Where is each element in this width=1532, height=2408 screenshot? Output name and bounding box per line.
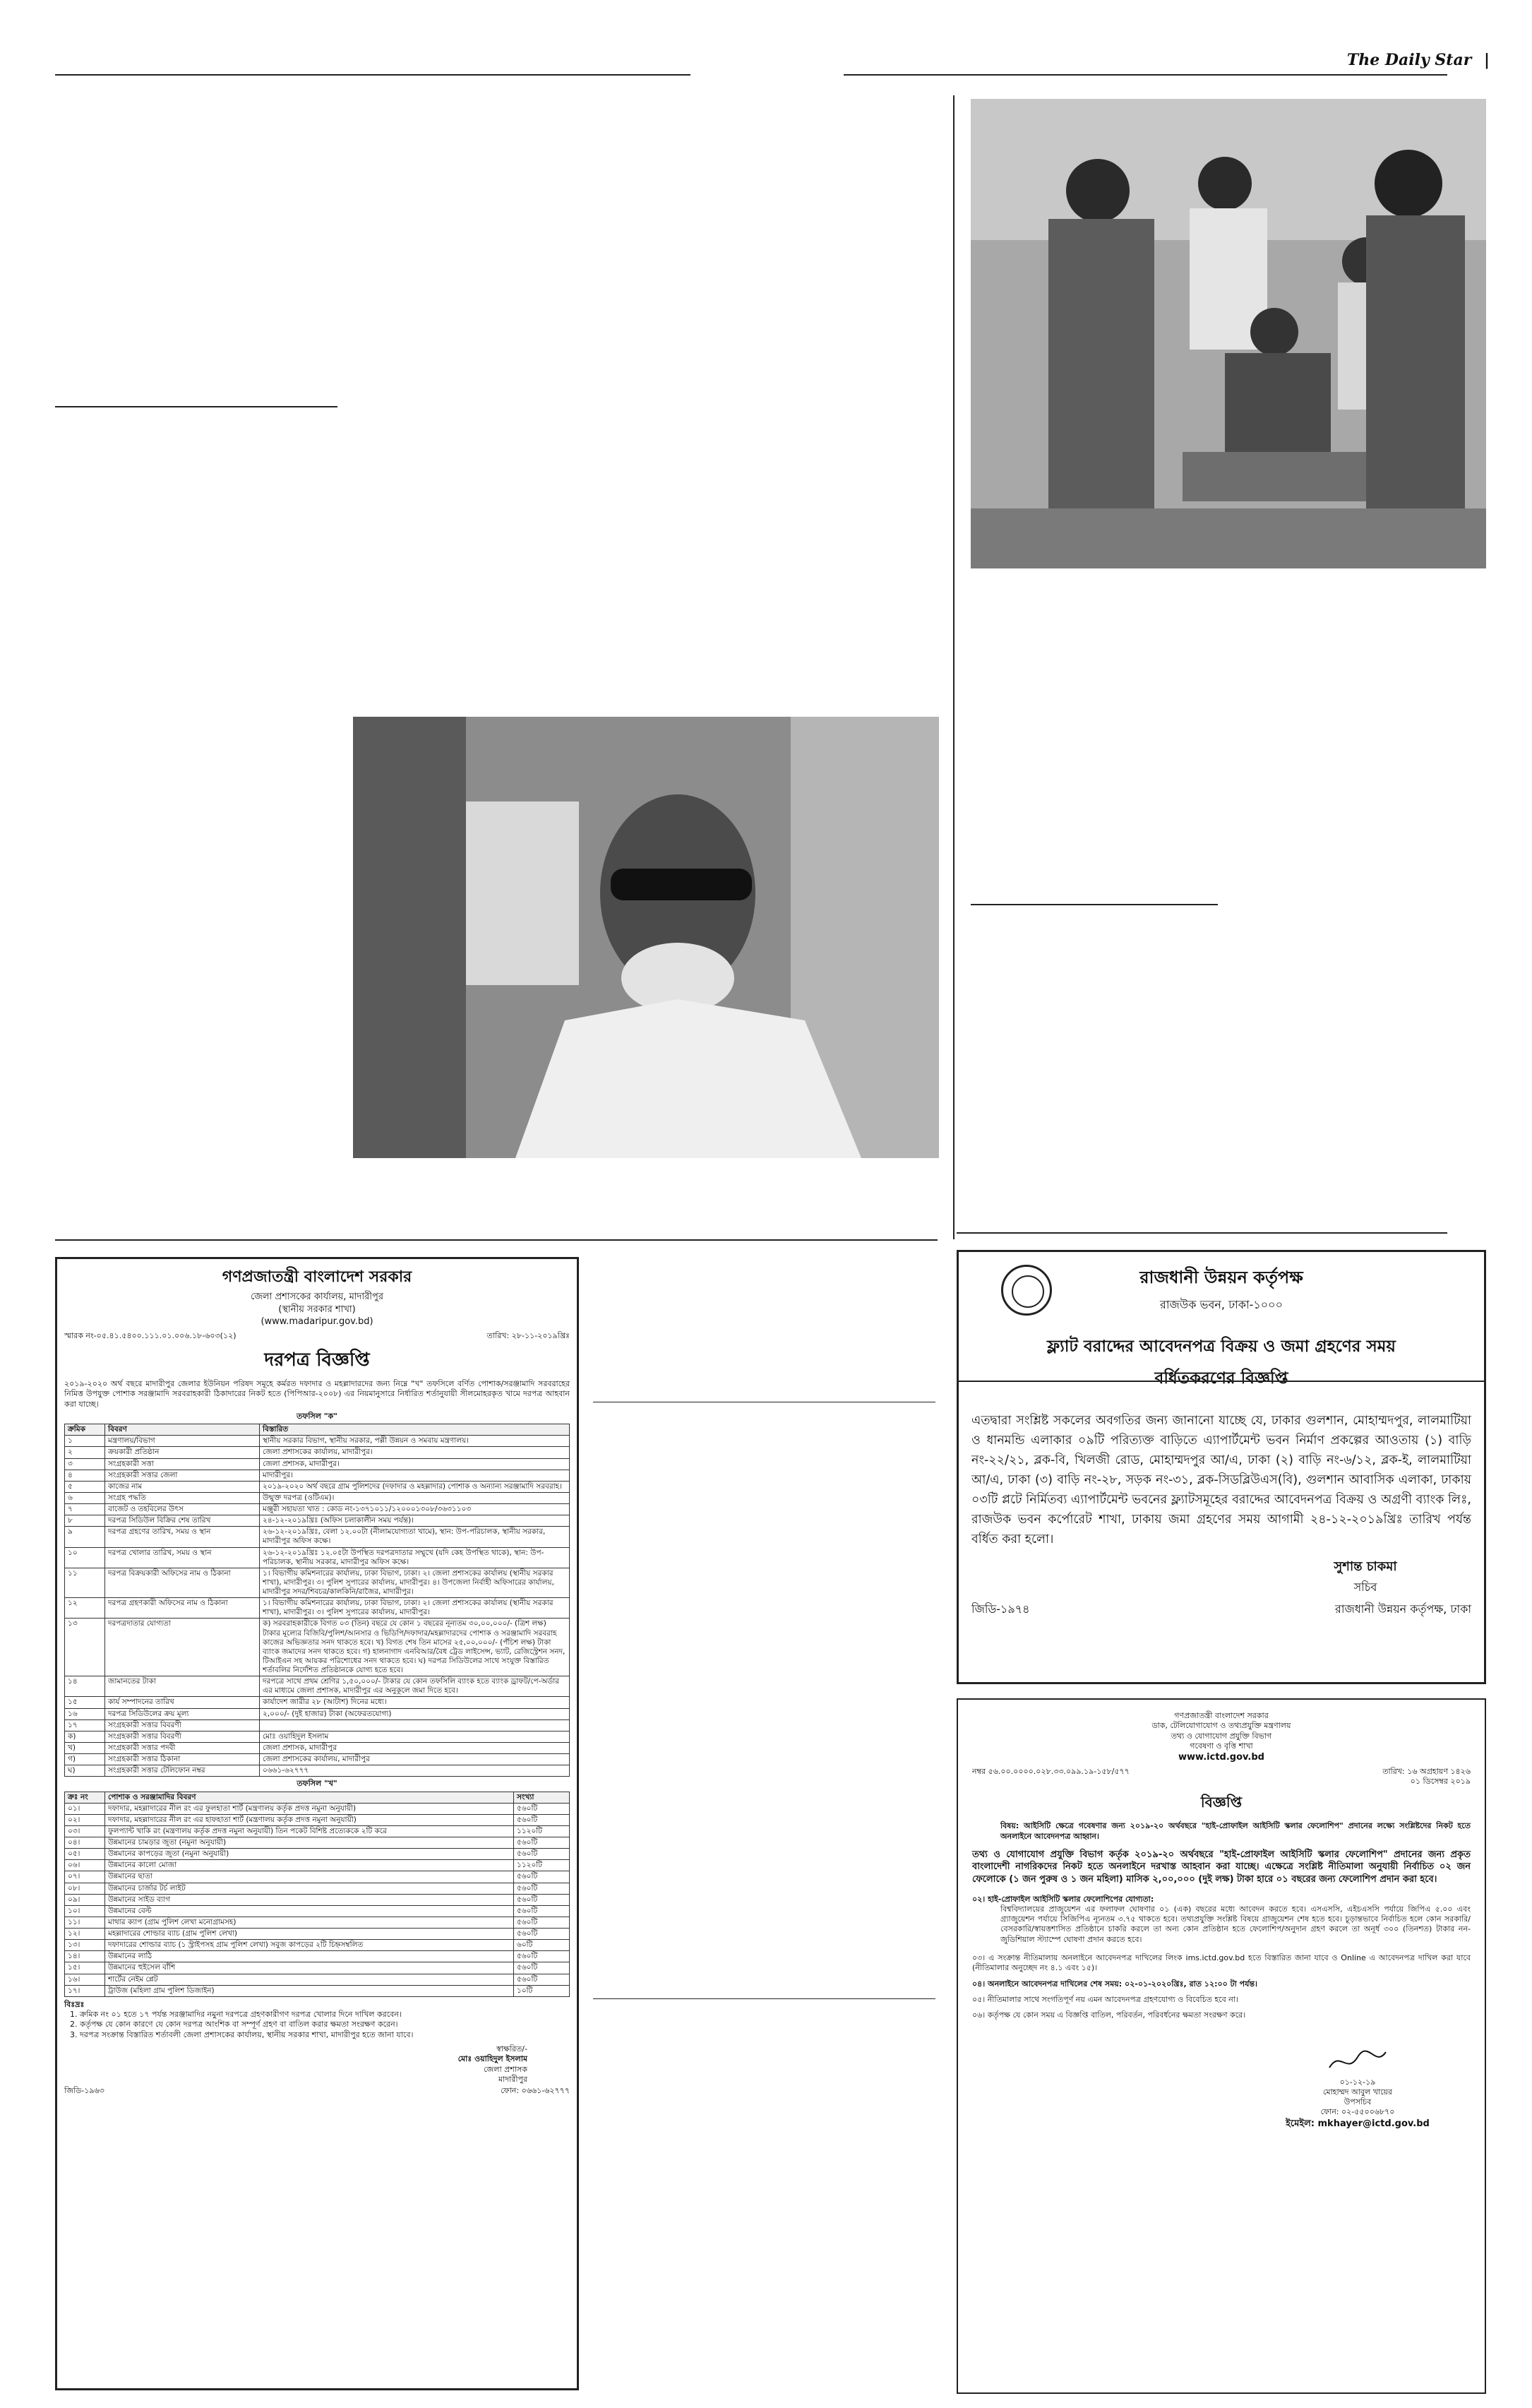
tender-details-row bbox=[65, 1754, 570, 1765]
tender-item-cell-serial: ০৬। bbox=[65, 1860, 105, 1871]
tender-items-table bbox=[64, 1792, 570, 1997]
tender-item-cell-quantity: ৫৬০টি bbox=[514, 1951, 570, 1962]
rajuk-logo-icon bbox=[1001, 1265, 1052, 1316]
tender-item-cell-serial: ০৯। bbox=[65, 1894, 105, 1905]
ict-body-1: তথ্য ও যোগাযোগ প্রযুক্তি বিভাগ কর্তৃক ২০১৯-২০ অর্থবছরে "হাই-প্রোফাইল আইসিটি স্কলার ফেলোশিপ" প্রদানের জন্য প্রকৃত বাংলাদেশী নাগরিকদের নিকট হতে অনলাইনে দরখাস্ত আহবান করা যাচ্ছে। এক্ষেত্রে সংশ্লিষ্ট নীতিমালা অনুযায়ী নির্বাচিত ০২ জন ফেলোকে (১ জন পুরুষ ও ১ জন মহিলা) মাসিক ২,০০,০০০ (দুই লক্ষ) টাকা হারে ০১ বছরের জন্য ফেলোশিপ প্রদান করা হবে। bbox=[972, 1849, 1471, 1885]
tender-item-row bbox=[65, 1974, 570, 1985]
rajuk-signer-org: রাজধানী উন্নয়ন কর্তৃপক্ষ, ঢাকা bbox=[1335, 1602, 1471, 1616]
ict-email: ইমেইল: mkhayer@ictd.gov.bd bbox=[1286, 2118, 1430, 2129]
tender-item-cell-description: মাথার ক্যাপ (গ্রাম পুলিশ লেখা মনোগ্রামসহ) bbox=[105, 1917, 514, 1928]
tender-details-row bbox=[65, 1504, 570, 1515]
ict-website: www.ictd.gov.bd bbox=[1178, 1752, 1264, 1763]
tender-item-cell-quantity: ১০টি bbox=[514, 1985, 570, 1996]
tender-details-row bbox=[65, 1619, 570, 1676]
ict-govt: গণপ্রজাতন্ত্রী বাংলাদেশ সরকার bbox=[1174, 1711, 1269, 1720]
tender-notice-ad bbox=[55, 1257, 579, 2390]
tender-item-row bbox=[65, 1905, 570, 1917]
tender-details-cell-serial: ১৬ bbox=[65, 1708, 105, 1719]
tender-item-cell-serial: ১৫। bbox=[65, 1962, 105, 1974]
section-rule-right bbox=[971, 904, 1218, 905]
tender-details-cell-serial: ৫ bbox=[65, 1481, 105, 1492]
col-details: বিস্তারিত bbox=[260, 1424, 570, 1436]
tender-item-cell-serial: ১৪। bbox=[65, 1951, 105, 1962]
tender-details-cell-details: ২৪-১২-২০১৯খ্রিঃ (অফিস চলাকালীন সময় পর্যন্ত)। bbox=[260, 1515, 570, 1527]
ict-memo: নম্বর ৫৬.০০.০০০০.০২৮.৩৩.০৯৯.১৯-১৫৮/৫৭৭ bbox=[972, 1766, 1130, 1776]
section-rule-left bbox=[55, 406, 337, 407]
tender-details-cell-serial: ২ bbox=[65, 1447, 105, 1458]
tender-memo: স্মারক নং-০৫.৪১.৫৪০০.১১১.০১.০০৬.১৮-৬০৩(১২) bbox=[64, 1330, 237, 1340]
tender-details-row bbox=[65, 1458, 570, 1470]
tender-items-body bbox=[65, 1803, 570, 1996]
ict-memo-row bbox=[972, 1767, 1471, 1787]
tender-item-cell-quantity: ৬০টি bbox=[514, 1940, 570, 1951]
tender-footer bbox=[64, 2086, 570, 2096]
ict-p2-head: ০২। হাই-প্রোফাইল আইসিটি স্কলার ফেলোশিপের যোগ্যতা: bbox=[972, 1894, 1154, 1904]
tender-item-cell-quantity: ৫৬০টি bbox=[514, 1929, 570, 1940]
tender-details-cell-details: জেলা প্রশাসক, মাদারীপুর bbox=[260, 1742, 570, 1753]
tender-details-cell-details: জেলা প্রশাসক, মাদারীপুর। bbox=[260, 1458, 570, 1470]
tender-details-row bbox=[65, 1731, 570, 1742]
tender-details-cell-serial: ১১ bbox=[65, 1568, 105, 1597]
ict-p5: ০৫। নীতিমালার সাথে সংগতিপূর্ণ নয় এমন আবেদনপত্র গ্রহণযোগ্য ও বিবেচিত হবে না। bbox=[972, 1994, 1238, 2004]
tender-item-cell-serial: ০৫। bbox=[65, 1849, 105, 1860]
tender-item-cell-description: দফাদারের শোল্ডার ব্যাচ (১ স্ট্রাইপসহ গ্রাম পুলিশ লেখা) সবুজ কাপড়ের ২টি চিহ্নসম্বলিত bbox=[105, 1940, 514, 1951]
tender-notes-label: বিঃদ্রঃ bbox=[64, 1999, 85, 2009]
tender-item-row bbox=[65, 1894, 570, 1905]
tender-details-row bbox=[65, 1568, 570, 1597]
ict-title: বিজ্ঞপ্তি bbox=[1200, 1794, 1243, 1811]
ict-sign-date: ০১-১২-১৯ bbox=[1339, 2077, 1376, 2087]
tender-govt: গণপ্রজাতন্ত্রী বাংলাদেশ সরকার bbox=[222, 1268, 412, 1286]
bottom-section-rule-right bbox=[957, 1232, 1447, 1234]
tender-details-cell-serial: ক) bbox=[65, 1731, 105, 1742]
tender-item-cell-serial: ০৩। bbox=[65, 1825, 105, 1837]
tender-details-cell-serial: ৯ bbox=[65, 1527, 105, 1547]
tender-intro: ২০১৯-২০২০ অর্থ বছরে মাদারীপুর জেলার ইউনিয়ন পরিষদ সমূহে কর্মরত দফাদার ও মহল্লাদারদের জন্য নিম্নে "খ" তফসিলে বর্ণিত পোশাক/সরঞ্জামাদি সরবরাহের নিমিত্ত উপযুক্ত পোশাক সরঞ্জামাদি সরবরাহকারী ঠিকাদারের নিকট হতে (পিপিআর-২০০৮) এর নিয়মানুসারে নির্ধারিত শর্তানুযায়ী সীলমোহরকৃত খামে দরপত্র আহবান করা যাচ্ছে। bbox=[64, 1378, 570, 1409]
tender-item-cell-description: উন্নমানের সাইড ব্যাগ bbox=[105, 1894, 514, 1905]
tender-details-body bbox=[65, 1436, 570, 1777]
tender-details-row bbox=[65, 1697, 570, 1708]
tender-details-table bbox=[64, 1424, 570, 1777]
tender-details-cell-serial: ৮ bbox=[65, 1515, 105, 1527]
tender-details-cell-description: কার্য সম্পাদনের তারিখ bbox=[105, 1697, 260, 1708]
tender-item-cell-serial: ০১। bbox=[65, 1803, 105, 1814]
col-item-serial: ক্রঃ নং bbox=[65, 1792, 105, 1803]
tender-details-cell-details: মাদারীপুর। bbox=[260, 1470, 570, 1481]
ict-signature-icon bbox=[1326, 2046, 1389, 2075]
tender-details-row bbox=[65, 1719, 570, 1731]
rajuk-org: রাজধানী উন্নয়ন কর্তৃপক্ষ bbox=[1139, 1268, 1303, 1287]
tender-item-row bbox=[65, 1837, 570, 1849]
rajuk-footer bbox=[971, 1600, 1471, 1619]
tender-item-cell-serial: ০৮। bbox=[65, 1883, 105, 1894]
tender-details-cell-description: দরপত্র সিডিউলের ক্রয় মূল্য bbox=[105, 1708, 260, 1719]
tender-details-cell-details bbox=[260, 1719, 570, 1731]
rajuk-title-1: ফ্ল্যাট বরাদ্দের আবেদনপত্র বিক্রয় ও জমা গ্রহণের সময় bbox=[1047, 1337, 1396, 1356]
tender-details-cell-description: সংগ্রহকারী সত্তার পদবী bbox=[105, 1742, 260, 1753]
tender-note-item: 3. দরপত্র সংক্রান্ত বিস্তারিত শর্তাবলী জেলা প্রশাসকের কার্যালয়, স্থানীয় সরকার শাখা, মাদারীপুর হতে জানা যাবে। bbox=[80, 2030, 570, 2040]
tender-item-cell-quantity: ৫৬০টি bbox=[514, 1962, 570, 1974]
ict-signer-title: উপসচিব bbox=[1344, 2097, 1372, 2107]
tender-details-cell-description: সংগ্রহকারী সত্তার টেলিফোন নম্বর bbox=[105, 1765, 260, 1777]
tender-item-row bbox=[65, 1951, 570, 1962]
tender-item-row bbox=[65, 1860, 570, 1871]
ict-p6: ০৬। কর্তৃপক্ষ যে কোন সময় এ বিজ্ঞপ্তি বাতিল, পরিবর্তন, পরিবর্ধনের ক্ষমতা সংরক্ষণ করে। bbox=[972, 2010, 1246, 2020]
top-rule-left bbox=[55, 74, 690, 76]
ict-signer: মোহাম্মদ আবুল খায়ের bbox=[1322, 2087, 1393, 2097]
tender-details-cell-details: স্থানীয় সরকার বিভাগ, স্থানীয় সরকার, পল্লী উন্নয়ন ও সমবায় মন্ত্রণালয়। bbox=[260, 1436, 570, 1447]
tender-details-row bbox=[65, 1676, 570, 1697]
tender-details-row bbox=[65, 1708, 570, 1719]
tender-details-cell-description: কাজের নাম bbox=[105, 1481, 260, 1492]
ict-branch: গবেষণা ও বৃত্তি শাখা bbox=[1190, 1741, 1253, 1751]
tender-details-cell-description: সংগ্রহকারী সত্তার ঠিকানা bbox=[105, 1754, 260, 1765]
tender-details-cell-serial: ১০ bbox=[65, 1547, 105, 1568]
tender-details-cell-description: জামানতের টাকা bbox=[105, 1676, 260, 1697]
tender-item-cell-quantity: ৫৬০টি bbox=[514, 1883, 570, 1894]
tender-details-cell-details: ২০১৯-২০২০ অর্থ বছরে গ্রাম পুলিশদের (দফাদার ও মহল্লাদার) পোশাক ও অন্যান্য সরঞ্জামাদি সরবরাহ। bbox=[260, 1481, 570, 1492]
tender-details-cell-serial: ১২ bbox=[65, 1598, 105, 1619]
tender-title: দরপত্র বিজ্ঞপ্তি bbox=[264, 1349, 370, 1371]
tender-details-cell-details: জেলা প্রশাসকের কার্যালয়, মাদারীপুর bbox=[260, 1754, 570, 1765]
tender-details-cell-description: দরপত্র বিক্রয়কারী অফিসের নাম ও ঠিকানা bbox=[105, 1568, 260, 1597]
tender-item-cell-description: শার্টের নেইম প্লেট bbox=[105, 1974, 514, 1985]
tender-item-cell-serial: ১০। bbox=[65, 1905, 105, 1917]
rajuk-gd: জিডি-১৯৭৪ bbox=[971, 1602, 1030, 1616]
tender-details-cell-serial: ৪ bbox=[65, 1470, 105, 1481]
rescue-photo bbox=[971, 99, 1486, 568]
rajuk-notice-ad bbox=[957, 1250, 1486, 1684]
tender-details-row bbox=[65, 1481, 570, 1492]
tender-items-header-row bbox=[65, 1792, 570, 1803]
tender-item-cell-quantity: ৫৬০টি bbox=[514, 1814, 570, 1825]
tender-item-cell-description: উন্নমানের বেল্ট bbox=[105, 1905, 514, 1917]
tender-details-cell-details: জেলা প্রশাসকের কার্যালয়, মাদারীপুর। bbox=[260, 1447, 570, 1458]
tender-details-cell-details: মঞ্জুরী সহায়তা খাত : কোড নং-১৩৭১০১১/১২০০০১৩০৮/৩৬৩১১০৩ bbox=[260, 1504, 570, 1515]
tender-memo-row bbox=[64, 1331, 570, 1341]
tender-details-cell-description: সংগ্রহকারী সত্তার বিবরণী bbox=[105, 1719, 260, 1731]
rajuk-title-rule bbox=[959, 1381, 1484, 1382]
col-serial: ক্রমিক bbox=[65, 1424, 105, 1436]
masthead-divider: | bbox=[1483, 51, 1490, 69]
tender-details-cell-serial: ১৫ bbox=[65, 1697, 105, 1708]
tender-details-cell-details: ২,০০০/- (দুই হাজার) টাকা (অফেরতযোগ্য) bbox=[260, 1708, 570, 1719]
rajuk-title-2: বর্ধিতকরণের বিজ্ঞপ্তি bbox=[1154, 1369, 1288, 1388]
tender-item-cell-description: উন্নমানের চার্জার টর্চ লাইট bbox=[105, 1883, 514, 1894]
tender-item-row bbox=[65, 1803, 570, 1814]
tender-details-row bbox=[65, 1742, 570, 1753]
tender-details-cell-serial: ৭ bbox=[65, 1504, 105, 1515]
tender-item-cell-quantity: ৫৬০টি bbox=[514, 1837, 570, 1849]
tender-item-cell-quantity: ৫৬০টি bbox=[514, 1974, 570, 1985]
tender-details-cell-details: উন্মুক্ত দরপত্র (ওটিএম)। bbox=[260, 1492, 570, 1503]
middle-rule-2 bbox=[593, 1998, 935, 1999]
masthead-name: The Daily Star bbox=[1346, 51, 1472, 69]
rajuk-signer-title: সচিব bbox=[1353, 1580, 1377, 1594]
tender-details-row bbox=[65, 1515, 570, 1527]
tender-details-cell-description: দরপত্র সিডিউল বিক্রির শেষ তারিখ bbox=[105, 1515, 260, 1527]
tender-details-row bbox=[65, 1470, 570, 1481]
tender-details-cell-details: কার্যাদেশ জারীর ২৮ (আটাশ) দিনের মধ্যে। bbox=[260, 1697, 570, 1708]
tender-details-row bbox=[65, 1598, 570, 1619]
col-item-description: পোশাক ও সরঞ্জামাদির বিবরণ bbox=[105, 1792, 514, 1803]
tender-details-cell-serial: ঘ) bbox=[65, 1765, 105, 1777]
tender-details-cell-details: দরপত্রে সাথে প্রথম শ্রেণির ১,৫০,০০০/- টাকার যে কোন তফসিলি ব্যাংক হতে ব্যাংক ড্রাফট/পে-অর্ডার এর মাধ্যমে জেলা প্রশাসক, মাদারীপুর এর অনুকূলে জমা দিতে হবে। bbox=[260, 1676, 570, 1697]
ict-p3: ০৩। এ সংক্রান্ত নীতিমালায় অনলাইনে আবেদনপত্র দাখিলের লিংক ims.ictd.gov.bd হতে বিস্তারিত জানা যাবে ও Online এ আবেদনপত্র দাখিল করা যাবে (নীতিমালার অনুচ্ছেদ নং ৪.১ এবং ১৫)। bbox=[972, 1953, 1471, 1973]
tender-item-cell-serial: ১৩। bbox=[65, 1940, 105, 1951]
ict-division: তথ্য ও যোগাযোগ প্রযুক্তি বিভাগ bbox=[1171, 1731, 1272, 1741]
portrait-photo-art bbox=[353, 717, 939, 1158]
tender-note-item: 2. কর্তৃপক্ষ যে কোন কারণে যে কোন দরপত্র আংশিক বা সম্পূর্ণ গ্রহণ বা বাতিল করার ক্ষমতা সংরক্ষণ করেন। bbox=[80, 2020, 570, 2029]
tender-item-row bbox=[65, 1917, 570, 1928]
tender-website: (www.madaripur.gov.bd) bbox=[261, 1316, 373, 1328]
tender-item-cell-quantity: ৫৬০টি bbox=[514, 1871, 570, 1883]
tender-signed: স্বাক্ষরিত/- bbox=[496, 2044, 527, 2054]
tender-item-cell-quantity: ৫৬০টি bbox=[514, 1905, 570, 1917]
tender-item-cell-description: দফাদার, মহল্লাদারের নীল রং এর ফুলহাতা শার্ট (মন্ত্রণালয় কর্তৃক প্রদত্ত নমুনা অনুযায়ী) bbox=[105, 1803, 514, 1814]
tender-item-cell-description: উন্নমানের চামড়ার জুতা (নমুনা অনুযায়ী) bbox=[105, 1837, 514, 1849]
tender-item-row bbox=[65, 1985, 570, 1996]
rescue-photo-art bbox=[971, 99, 1486, 568]
tender-details-row bbox=[65, 1447, 570, 1458]
tender-item-cell-quantity: ১১২০টি bbox=[514, 1860, 570, 1871]
tender-item-cell-description: মহল্লাদারের শোল্ডার ব্যাচ (গ্রাম পুলিশ লেখা) bbox=[105, 1929, 514, 1940]
tender-item-cell-description: উন্নমানের লাঠি bbox=[105, 1951, 514, 1962]
ict-notice-ad bbox=[957, 1698, 1486, 2394]
tender-details-cell-serial: ১৭ bbox=[65, 1719, 105, 1731]
tender-item-row bbox=[65, 1825, 570, 1837]
tender-item-cell-description: উন্নমানের কাপড়ের জুতা (নমুনা অনুযায়ী) bbox=[105, 1849, 514, 1860]
tender-item-cell-description: ফুলপ্যান্ট খাকি রং (মন্ত্রণালয় কর্তৃক প্রদত্ত নমুনা অনুযায়ী) তিন পকেট বিশিষ্ট প্রত্যেককে ২টি করে bbox=[105, 1825, 514, 1837]
tender-details-cell-serial: ৬ bbox=[65, 1492, 105, 1503]
tender-details-cell-details: ১। বিভাগীয় কমিশনারের কার্যালয়, ঢাকা বিভাগ, ঢাকা। ২। জেলা প্রশাসকের কার্যালয় (স্থানীয় সরকার শাখা), মাদারীপুর। ৩। পুলিশ সুপারের কার্যালয়, মাদারীপুর। ৪। উপজেলা নির্বাহী অফিসারের কার্যালয়, মাদারীপুর সদর/শিবচর/কালকিনি/রাজৈর, মাদারীপুর। bbox=[260, 1568, 570, 1597]
tender-item-cell-description: উন্নমানের হুইসেল বাঁশি bbox=[105, 1962, 514, 1974]
tender-details-cell-serial: ১৪ bbox=[65, 1676, 105, 1697]
tender-details-cell-serial: ১৩ bbox=[65, 1619, 105, 1676]
tender-details-cell-description: সংগ্রহ পদ্ধতি bbox=[105, 1492, 260, 1503]
tender-item-cell-serial: ১১। bbox=[65, 1917, 105, 1928]
tender-item-cell-description: দফাদার, মহল্লাদারের নীল রং এর হাফহাতা শার্ট (মন্ত্রণালয় কর্তৃক প্রদত্ত নমুনা অনুযায়ী) bbox=[105, 1814, 514, 1825]
tender-item-cell-quantity: ৫৬০টি bbox=[514, 1849, 570, 1860]
portrait-photo bbox=[353, 717, 939, 1158]
tender-item-row bbox=[65, 1962, 570, 1974]
tender-details-row bbox=[65, 1547, 570, 1568]
tender-details-cell-details: ০৬৬১-৬২৭৭৭ bbox=[260, 1765, 570, 1777]
tender-item-cell-quantity: ৫৬০টি bbox=[514, 1803, 570, 1814]
tender-details-cell-details: ২৬-১২-২০১৯খ্রিঃ, বেলা ১২.০০টা (নীলামযোগ্যতা খামে), স্থান: উপ-পরিচালক, স্থানীয় সরকার, মাদারীপুর অফিস কক্ষে। bbox=[260, 1527, 570, 1547]
schedule-ka-label: তফসিল "ক" bbox=[297, 1411, 337, 1421]
tender-item-row bbox=[65, 1883, 570, 1894]
tender-item-cell-quantity: ৫৬০টি bbox=[514, 1917, 570, 1928]
tender-details-cell-serial: খ) bbox=[65, 1742, 105, 1753]
ict-phone: ফোন: ০২-৫৫০০৬৮৭০ bbox=[1320, 2107, 1395, 2117]
tender-item-cell-serial: ০৪। bbox=[65, 1837, 105, 1849]
tender-details-cell-serial: গ) bbox=[65, 1754, 105, 1765]
tender-details-row bbox=[65, 1436, 570, 1447]
tender-notes bbox=[64, 2010, 570, 2040]
tender-details-cell-details: ২৬-১২-২০১৯খ্রিঃ ১২.০৫টা উপস্থিত দরপত্রদাতার সম্মুখে (যদি কেহ উপস্থিত থাকে), স্থান: উপ-পরিচালক, স্থানীয় সরকার, মাদারীপুর অফিস কক্ষে। bbox=[260, 1547, 570, 1568]
tender-date: তারিখ: ২৮-১১-২০১৯খ্রিঃ bbox=[486, 1330, 570, 1340]
tender-details-cell-description: দরপত্র খোলার তারিখ, সময় ও স্থান bbox=[105, 1547, 260, 1568]
ict-date-bn: তারিখ: ১৬ অগ্রহায়ণ ১৪২৬ bbox=[1382, 1766, 1471, 1776]
bottom-section-rule-left bbox=[55, 1239, 938, 1241]
tender-item-cell-serial: ১৬। bbox=[65, 1974, 105, 1985]
tender-item-row bbox=[65, 1940, 570, 1951]
tender-item-row bbox=[65, 1929, 570, 1940]
tender-item-cell-serial: ১২। bbox=[65, 1929, 105, 1940]
ict-ministry: ডাক, টেলিযোগাযোগ ও তথ্যপ্রযুক্তি মন্ত্রণালয় bbox=[1151, 1721, 1291, 1731]
tender-item-cell-description: ট্রাউজ (মহিলা গ্রাম পুলিশ ডিজাইন) bbox=[105, 1985, 514, 1996]
tender-item-cell-description: উন্নমানের ছাতা bbox=[105, 1871, 514, 1883]
tender-details-cell-serial: ৩ bbox=[65, 1458, 105, 1470]
ict-p2-body: বিশ্ববিদ্যালয়ের প্রাজুয়েশন এর ফলাফল ঘোষণার ০১ (এক) বছরের মধ্যে আবেদন করতে হবে। এসএসসি, এইচএসসি পর্যায়ে জিপিএ ৫.০০ এবং গ্র্যাজুয়েশন পর্যায়ে সিজিপিএ ন্যূনতম ৩.৭৫ থাকতে হবে। তথ্যপ্রযুক্তি সংশ্লিষ্ট বিষয়ে গ্রাজুয়েশন শেষ হতে হবে। চূড়ান্তভাবে নির্বাচিত হলে কোন সরকারি/বেসরকারি/স্বায়ত্তশাসিত প্রতিষ্ঠানে চাকরি করলে তা অন্য কোন প্রতিষ্ঠান হতে ফেলোশিপ/অনুদান গ্রহণ করলে তা অনূর্ধ ৩০০ (তিনশত) টাকার নন-জুডিশিয়াল স্ট্যাম্পে ঘোষণা প্রদান করতে হবে। bbox=[1000, 1904, 1471, 1944]
tender-branch: (স্থানীয় সরকার শাখা) bbox=[278, 1304, 356, 1315]
tender-phone: ফোন: ০৬৬১-৬২৭৭৭ bbox=[501, 2086, 570, 2096]
tender-item-cell-quantity: ৫৬০টি bbox=[514, 1894, 570, 1905]
tender-item-row bbox=[65, 1849, 570, 1860]
tender-details-cell-details: ১। বিভাগীয় কমিশনারের কার্যালয়, ঢাকা বিভাগ, ঢাকা। ২। জেলা প্রশাসকের কার্যালয় (স্থানীয় সরকার শাখা), মাদারীপুর। ৩। পুলিশ সুপারের কার্যালয়, মাদারীপুর। bbox=[260, 1598, 570, 1619]
ict-dates bbox=[1382, 1767, 1471, 1787]
col-description: বিবরণ bbox=[105, 1424, 260, 1436]
schedule-kha-label: তফসিল "খ" bbox=[297, 1779, 337, 1789]
rajuk-address: রাজউক ভবন, ঢাকা-১০০০ bbox=[1160, 1298, 1283, 1311]
col-item-quantity: সংখ্যা bbox=[514, 1792, 570, 1803]
tender-signer-title: জেলা প্রশাসক bbox=[483, 2064, 527, 2074]
tender-signer-place: মাদারীপুর bbox=[498, 2074, 527, 2084]
ict-p4: ০৪। অনলাইনে আবেদনপত্র দাখিলের শেষ সময়: ০২-০১-২০২০খ্রিঃ, রাত ১২:০০ টা পর্যন্ত। bbox=[972, 1979, 1257, 1989]
tender-details-cell-description: ক্রয়কারী প্রতিষ্ঠান bbox=[105, 1447, 260, 1458]
tender-office: জেলা প্রশাসকের কার্যালয়, মাদারীপুর bbox=[250, 1292, 383, 1302]
tender-details-row bbox=[65, 1765, 570, 1777]
tender-details-cell-description: মন্ত্রণালয়/বিভাগ bbox=[105, 1436, 260, 1447]
tender-note-item: 1. ক্রমিক নং ০১ হতে ১৭ পর্যন্ত সরঞ্জামাদির নমুনা দরপত্রে গ্রহণকারীগণ দরপত্র খোলার দিনে দাখিল করবেন। bbox=[80, 2010, 570, 2020]
ict-subject: বিষয়: আইসিটি ক্ষেত্রে গবেষণার জন্য ২০১৯-২০ অর্থবছরে "হাই-প্রোফাইল আইসিটি স্কলার ফেলোশিপ" প্রদানের লক্ষ্যে সংশ্লিষ্টদের নিকট হতে অনলাইনে আবেদনপত্র আহ্বান। bbox=[1000, 1821, 1471, 1841]
tender-details-cell-description: সংগ্রহকারী সত্তার বিবরণী bbox=[105, 1731, 260, 1742]
tender-item-cell-description: উন্নমানের কালো মোজা bbox=[105, 1860, 514, 1871]
ict-signature-block bbox=[1245, 2046, 1471, 2130]
tender-details-cell-description: সংগ্রহকারী সত্তার জেলা bbox=[105, 1470, 260, 1481]
tender-details-cell-serial: ১ bbox=[65, 1436, 105, 1447]
tender-item-cell-serial: ১৭। bbox=[65, 1985, 105, 1996]
masthead bbox=[1347, 51, 1490, 69]
tender-details-cell-details: মোঃ ওয়াহিদুল ইসলাম bbox=[260, 1731, 570, 1742]
rajuk-signer: সুশান্ত চাকমা bbox=[1334, 1559, 1397, 1574]
rajuk-body: এতদ্বারা সংশ্লিষ্ট সকলের অবগতির জন্য জানানো যাচ্ছে যে, ঢাকার গুলশান, মোহাম্মদপুর, লালমাটিয়া ও ধানমন্ডি এলাকার ০৯টি পরিত্যক্ত বাড়িতে এ্যাপার্টমেন্ট ভবন নির্মাণ প্রকল্পের আওতায় (১) বাড়ি নং-২২/২১, ব্লক-বি, খিলজী রোড, মোহাম্মদপুর আ/এ, ঢাকা (২) বাড়ি নং-৬/১২, ব্লক-ই, লালমাটিয়া আ/এ, ঢাকা (৩) বাড়ি নং-২৮, সড়ক নং-৩১, ব্লক-সিডব্লিউএস(বি), গুলশান আবাসিক এলাকা, ঢাকায় ০৩টি প্লটে নির্মিতব্য এ্যাপার্টমেন্ট ভবনের ফ্ল্যাটসমূহের বরাদ্দের আবেদনপত্র বিক্রয় ও অগ্রণী ব্যাংক লিঃ, রাজউক ভবন কর্পোরেট শাখা, ঢাকায় জমা গ্রহণের সময় আগামী ২৪-১২-২০১৯খ্রিঃ তারিখ পর্যন্ত বর্ধিত করা হলো। bbox=[971, 1414, 1471, 1546]
tender-item-row bbox=[65, 1871, 570, 1883]
tender-item-cell-serial: ০৭। bbox=[65, 1871, 105, 1883]
rajuk-signature bbox=[1259, 1556, 1471, 1597]
column-rule-right bbox=[953, 95, 954, 1239]
top-rule-right bbox=[844, 74, 1447, 76]
tender-details-row bbox=[65, 1492, 570, 1503]
tender-details-cell-description: দরপত্র গ্রহণকারী অফিসের নাম ও ঠিকানা bbox=[105, 1598, 260, 1619]
tender-details-cell-details: ক) সরবরাহকারীকে বিগত ০৩ (তিন) বছরে যে কোন ১ বছরের নূন্যতম ৩০,০০,০০০/- (ত্রিশ লক্ষ) টাকার মূল্যের বিজিবি/পুলিশ/আনসার ও ভিডিপি/দফাদার/মহল্লাদারদের পোশাক ও সরঞ্জামাদি সরবরাহ কাজের অভিজ্ঞতার সনদ থাকতে হবে। খ) বিগত শেষ তিন মাসের ২৫,০০,০০০/- (পঁচিশ লক্ষ) টাকা ব্যাংক জমাদের সনদ থাকতে হবে। গ) হালনাগাদ এনবিআর/বৈধ ট্রেড লাইসেন্স, ভ্যাট, রেজিস্ট্রেশন সনদ, টিআইএন সহ আয়কর পরিশোধের সনদ থাকতে হবে। ঘ) দরপত্র সিডিউলের সাথে সংযুক্ত বিস্তারিত শর্তাবলির নির্দেশিত প্রতিষ্ঠানকে যোগ্য হতে হবে। bbox=[260, 1619, 570, 1676]
ict-date-en: ০১ ডিসেম্বর ২০১৯ bbox=[1410, 1777, 1471, 1787]
tender-details-cell-description: দরপত্র গ্রহণের তারিখ, সময় ও স্থান bbox=[105, 1527, 260, 1547]
tender-details-header-row bbox=[65, 1424, 570, 1436]
tender-item-cell-serial: ০২। bbox=[65, 1814, 105, 1825]
tender-signer: মোঃ ওয়াহিদুল ইসলাম bbox=[457, 2054, 527, 2064]
tender-gd: জিডি-১৯৬৩ bbox=[64, 2086, 104, 2096]
tender-details-cell-description: দরপত্রদাতার যোগ্যতা bbox=[105, 1619, 260, 1676]
tender-item-cell-quantity: ১১২০টি bbox=[514, 1825, 570, 1837]
tender-signature-block bbox=[64, 2044, 570, 2085]
tender-details-cell-description: সংগ্রহকারী সত্তা bbox=[105, 1458, 260, 1470]
tender-details-cell-description: বাজেট ও তহবিলের উৎস bbox=[105, 1504, 260, 1515]
tender-details-row bbox=[65, 1527, 570, 1547]
tender-item-row bbox=[65, 1814, 570, 1825]
